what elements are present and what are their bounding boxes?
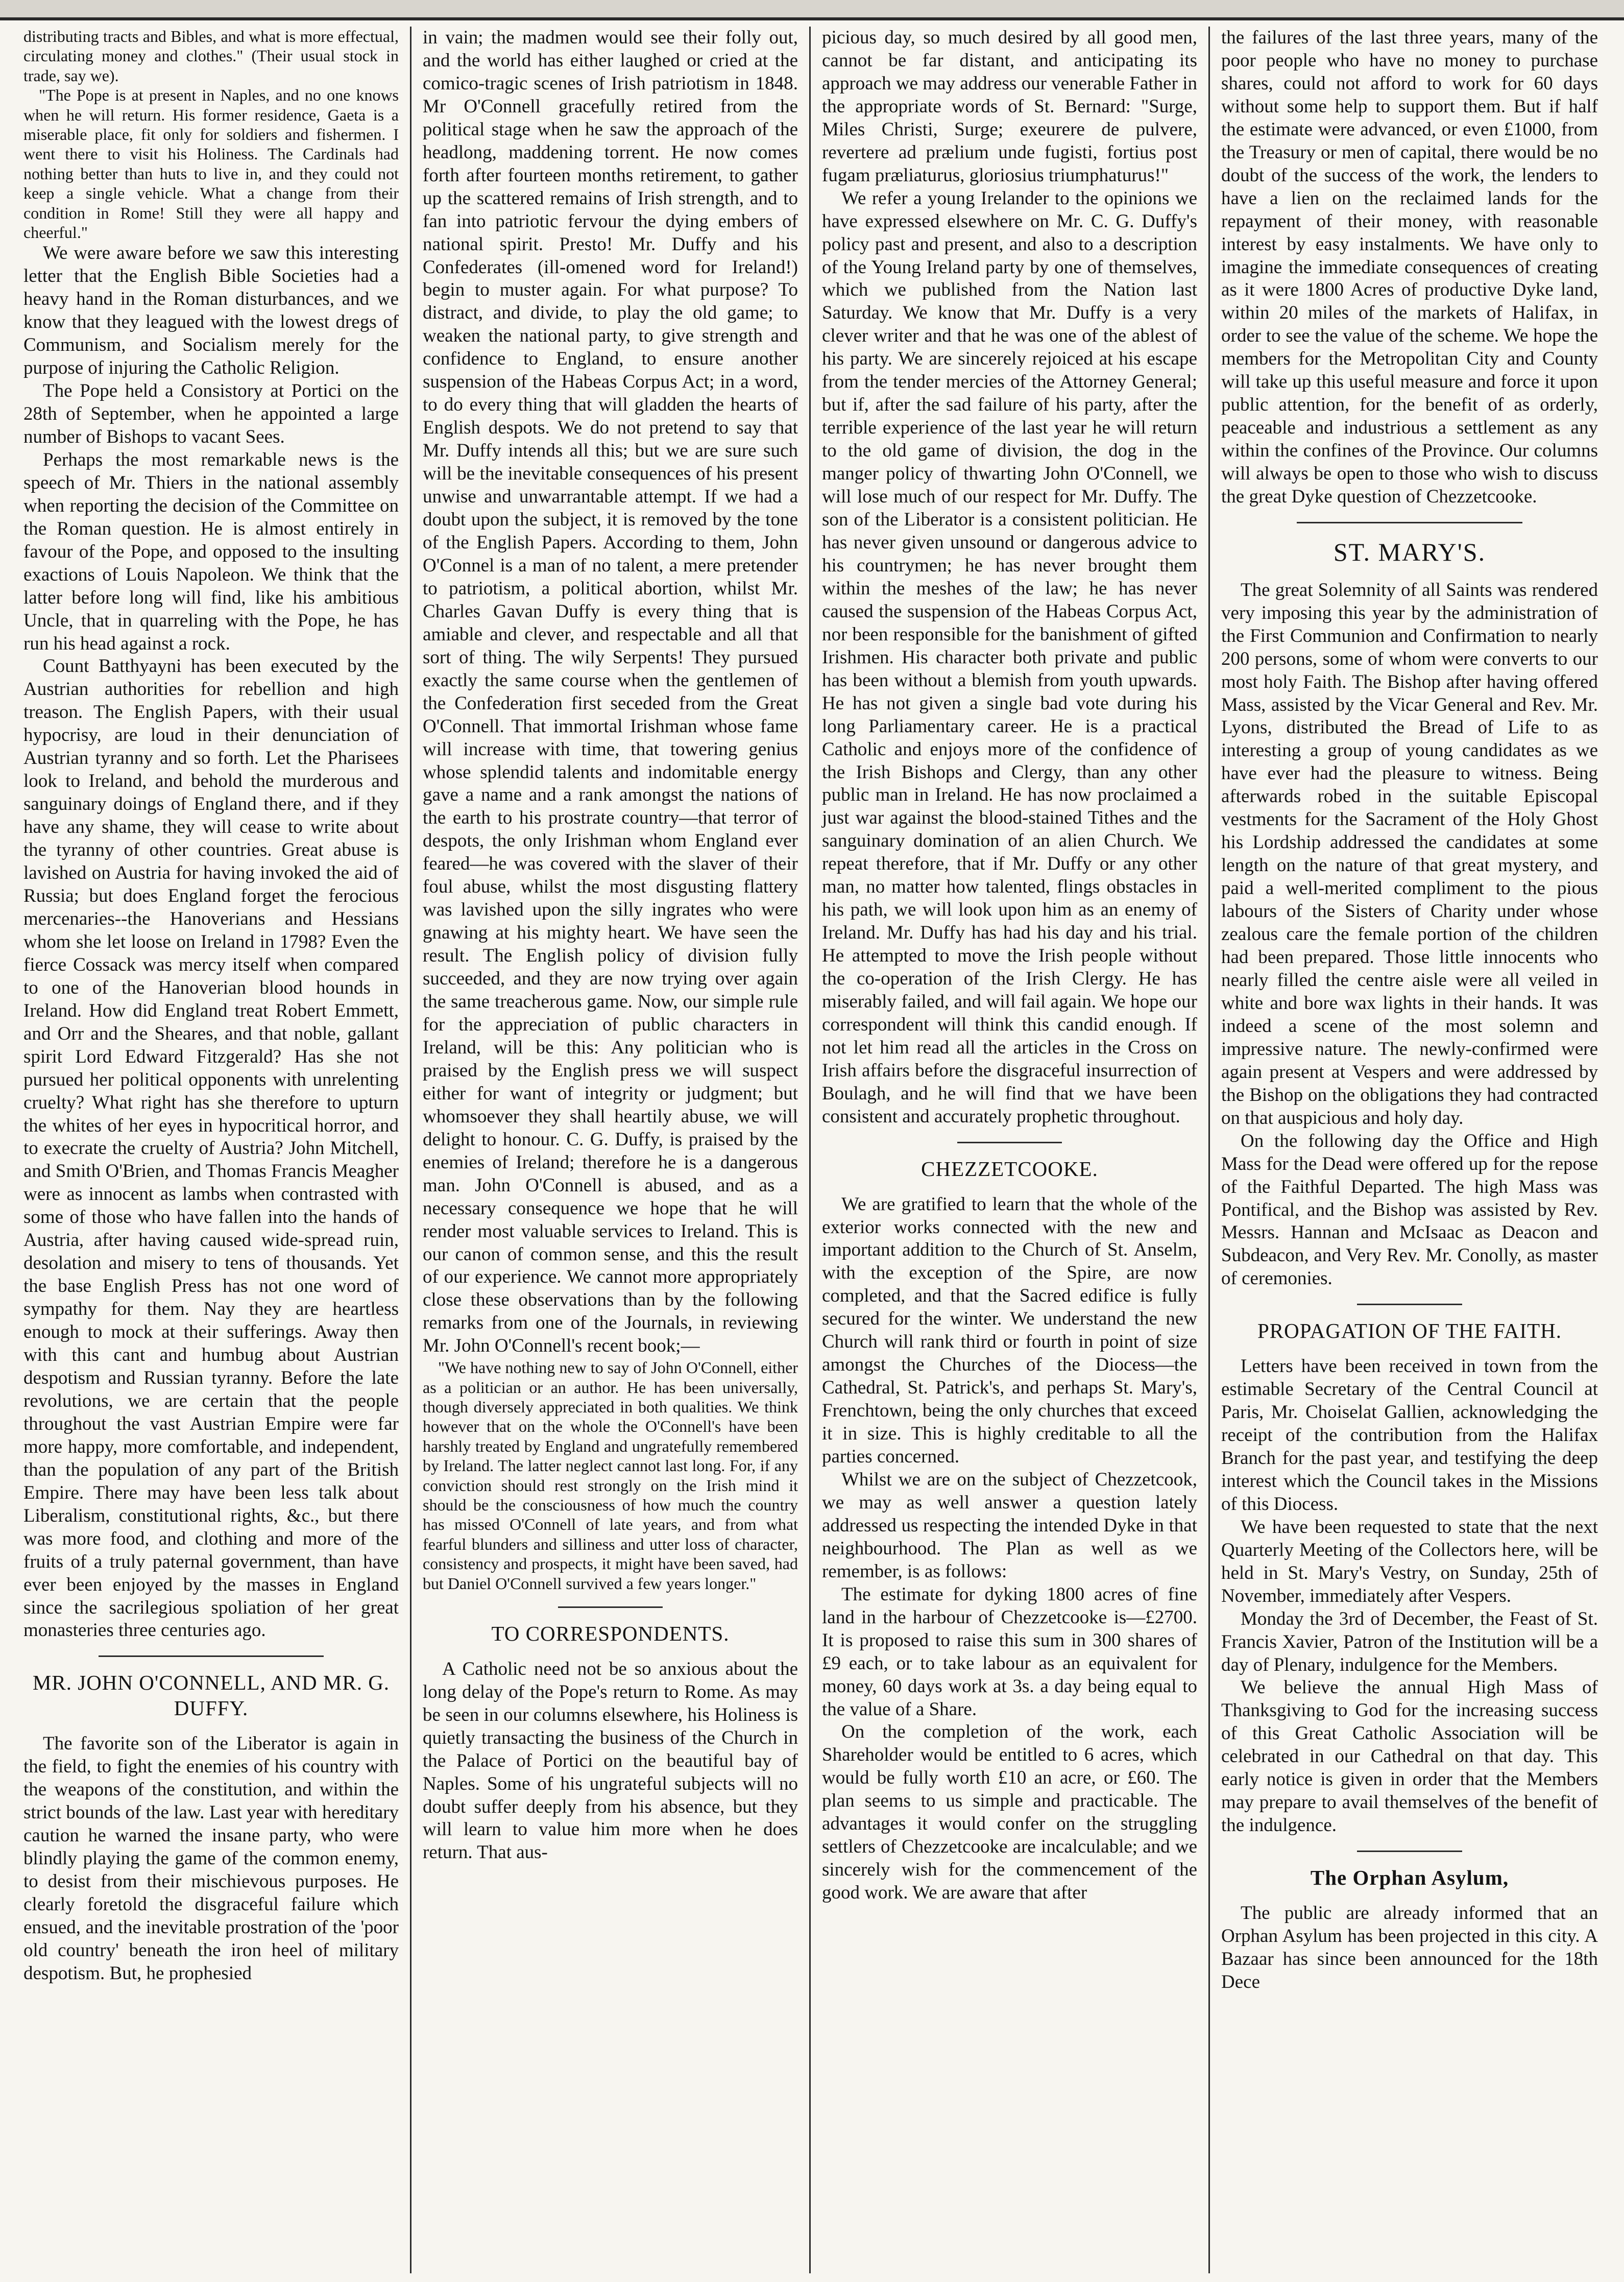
paragraph: "The Pope is at present in Naples, and no one knows when he will return. His former residence, Gaeta is a miserable place, fit only for soldiers and fishermen. I went there to visit his Holiness. The Cardinals had nothing better than huts to live in, and they could not keep a single vehicle. What a change from their condition in Rome! Still they were all happy and cheerful.": [23, 86, 399, 242]
columns: [12, 27, 1614, 2273]
quoted-review: [423, 1358, 798, 1593]
paragraph: The Pope held a Consistory at Portici on the 28th of September, when he appointed a large number of Bishops to vacant Sees.: [23, 380, 399, 447]
column-1: [12, 27, 411, 2273]
paragraph: picious day, so much desired by all good men, cannot be far distant, and anticipating its approach we may address our venerable Father in the appropriate words of St. Bernard: "Surge, Miles Christi, Surge; exeurere de pulvere, revertere ad prælium unde fugisti, fortius post fugam præliaturus, gloriosius triumphaturus!": [822, 27, 1197, 186]
quoted-letter: [23, 27, 399, 242]
paragraph: Letters have been received in town from the estimable Secretary of the Central Council at Paris, Mr. Choiselat Gallien, acknowledging the receipt of the contribution from the Halifax Branch for the past year, and testifying the deep interest which the Council takes in the Missions of this Diocess.: [1221, 1356, 1598, 1515]
paragraph: The public are already informed that an Orphan Asylum has been projected in this city. A Bazaar has since been announced for the 18th Dece: [1221, 1902, 1598, 1992]
heading-to-correspondents: TO CORRESPONDENTS.: [491, 1621, 730, 1645]
paragraph: On the completion of the work, each Shareholder would be entitled to 6 acres, which would be fully worth £10 an acre, or £60. The plan seems to us simple and practicable. The advantages it would confer on the struggling settlers of Chezzetcooke are incalculable; and we sincerely wish for the commencement of the good work. We are aware that after: [822, 1721, 1197, 1904]
paragraph: We have been requested to state that the next Quarterly Meeting of the Collectors here, will be held in St. Mary's Vestry, on Sunday, 25th of November, immediately after Vespers.: [1221, 1516, 1598, 1606]
paragraph: Perhaps the most remarkable news is the speech of Mr. Thiers in the national assembly when reporting the decision of the Committee on the Roman question. He is almost entirely in favour of the Pope, and opposed to the insulting exactions of Louis Napoleon. We think that the latter before long will find, like his ambitious Uncle, that in quarreling with the Pope, he has run his head against a rock.: [23, 449, 399, 654]
paragraph: the failures of the last three years, many of the poor people who have no money to purchase shares, could not afford to work for 60 days without some help to support them. But if half the estimate were advanced, or even £1000, from the Treasury or men of capital, there would be no doubt of the success of the work, the lenders to have a lien on the reclaimed lands for the repayment of their money, with reasonable interest by easy instalments. We have only to imagine the immediate consequences of creating as it were 1800 Acres of productive Dyke land, within 20 miles of the markets of Halifax, in order to see the value of the scheme. We hope the members for the Metropolitan City and County will take up this useful measure and force it upon public attention, for the benefit of as orderly, peaceable and industrious a settlement as any within the confines of the Province. Our columns will always be open to those who wish to discuss the great Dyke question of Chezzetcooke.: [1221, 27, 1598, 508]
paragraph: We believe the annual High Mass of Thanksgiving to God for the increasing success of this Great Catholic Association will be celebrated in our Cathedral on that day. This early notice is given in order that the Members may prepare to avail themselves of the benefit of the indulgence.: [1221, 1677, 1598, 1836]
section-rule: [1297, 522, 1523, 523]
paragraph: We are gratified to learn that the whole of the exterior works connected with the new and important addition to the Church of St. Anselm, with the exception of the Spire, are now completed, and that the Sacred edifice is fully secured for the winter. We understand the new Church will rank third or fourth in point of size amongst the Churches of the Diocess—the Cathedral, St. Patrick's, and perhaps St. Mary's, Frenchtown, being the only churches that exceed it in size. This is highly creditable to all the parties concerned.: [822, 1193, 1197, 1468]
top-border-rule: [0, 0, 1624, 20]
section-rule: [957, 1142, 1062, 1143]
section-rule: [1357, 1851, 1463, 1852]
column-3: [811, 27, 1210, 2273]
paragraph: The great Solemnity of all Saints was rendered very imposing this year by the administration of the First Communion and Confirmation to nearly 200 persons, some of whom were converts to our most holy Faith. The Bishop after having offered Mass, assisted by the Vicar General and Rev. Mr. Lyons, distributed the Bread of Life to as interesting a group of young candidates as we have ever had the pleasure to witness. Being afterwards robed in the suitable Episcopal vestments for the Sacrament of the Holy Ghost his Lordship addressed the candidates at some length on the nature of that great mystery, and paid a well-merited compliment to the pious labours of the Sisters of Charity under whose zealous care the female portion of the children had been prepared. Those little innocents who nearly filled the centre aisle were all veiled in white and bore wax lights in their hands. It was indeed a scene of the most solemn and impressive nature. The newly-confirmed were again present at Vespers and were addressed by the Bishop on the obligations they had contracted on that auspicious and holy day.: [1221, 579, 1598, 1128]
paragraph: Monday the 3rd of December, the Feast of St. Francis Xavier, Patron of the Institution will be a day of Plenary, indulgence for the Members.: [1221, 1608, 1598, 1675]
paragraph: We were aware before we saw this interesting letter that the English Bible Societies had a heavy hand in the Roman disturbances, and we know that they leagued with the lowest dregs of Communism, and Socialism merely for the purpose of injuring the Catholic Religion.: [23, 243, 399, 379]
column-4: [1210, 27, 1609, 2273]
heading-st-marys: ST. MARY'S.: [1333, 538, 1486, 567]
section-rule: [99, 1655, 324, 1657]
paragraph: The estimate for dyking 1800 acres of fine land in the harbour of Chezzetcooke is—£2700. It is proposed to raise this sum in 300 shares of £9 each, or to take labour as an equivalent for money, 60 days work at 3s. a day being equal to the value of a Share.: [822, 1583, 1197, 1720]
paragraph: Count Batthyayni has been executed by the Austrian authorities for rebellion and high treason. The English Papers, with their usual hypocrisy, are loud in their denunciation of Austrian tyranny and so forth. Let the Pharisees look to Ireland, and behold the murderous and sanguinary doings of England there, and if they have any shame, they will cease to write about the tyranny of other countries. Great abuse is lavished on Austria for having invoked the aid of Russia; but does England forget the ferocious mercenaries--the Hanoverians and Hessians whom she let loose on Ireland in 1798? Even the fierce Cossack was mercy itself when compared to one of the Hanoverian blood hounds in Ireland. How did England treat Robert Emmett, and Orr and the Sheares, and that noble, gallant spirit Lord Edward Fitzgerald? Has she not pursued her political opponents with unrelenting cruelty? What right has she therefore to upturn the whites of her eyes in hypocritical horror, and to execrate the cruelty of Austria? John Mitchell, and Smith O'Brien, and Thomas Francis Meagher were as innocent as lambs when contrasted with some of those who have fallen into the hands of Austria, after having caused wide-spread ruin, desolation and misery to tens of thousands. Yet the base English Press has not one word of sympathy for them. Nay they are heartless enough to mock at their sufferings. Away then with this cant and humbug about Austrian despotism and Russian tyranny. Before the late revolutions, we are certain that the people throughout the vast Austrian Empire were far more happy, more comfortable, and independent, than the population of any part of the British Empire. There may have been less talk about Liberalism, constitutional rights, &c., but there was more food, and clothing and more of the fruits of a truly paternal government, than have ever been enjoyed by the masses in England since the sacrilegious spoliation of her great monasteries three centuries ago.: [23, 656, 399, 1641]
section-rule: [558, 1606, 663, 1608]
paragraph: We refer a young Irelander to the opinions we have expressed elsewhere on Mr. C. G. Duffy's policy past and present, and also to a description of the Young Ireland party by one of themselves, which we published from the Nation last Saturday. We know that Mr. Duffy is a very clever writer and that he was one of the ablest of his party. We are sincerely rejoiced at his escape from the tender mercies of the Attorney General; but if, after the sad failure of his party, after the terrible experience of the last year he will return to the old game of division, the dog in the manger policy of thwarting John O'Connell, we will lose much of our respect for Mr. Duffy. The son of the Liberator is a consistent politician. He has never given unsound or dangerous advice to his countrymen; he has never brought them within the meshes of the law; he has never caused the suspension of the Habeas Corpus Act, nor been responsible for the banishment of gifted Irishmen. His character both private and public has been without a blemish from youth upwards. He has not given a single bad vote during his long Parliamentary career. He is a practical Catholic and enjoys more of the confidence of the Irish Bishops and Clergy, than any other public man in Ireland. He has now proclaimed a just war against the blood-stained Tithes and the sanguinary domination of an alien Church. We repeat therefore, that if Mr. Duffy or any other man, no matter how talented, flings obstacles in his path, we will look upon him as an enemy of Ireland. Mr. Duffy has had his day and his trial. He attempted to move the Irish people without the co-operation of the Irish Clergy. He has miserably failed, and will fail again. We hope our correspondent will think this candid enough. If not let him read all the articles in the Cross on Irish affairs before the disgraceful insurrection of Boulagh, and he will find that we have been consistent and accurately prophetic throughout.: [822, 187, 1197, 1127]
heading-oconnell-duffy: MR. JOHN O'CONNELL, AND MR. G. DUFFY.: [32, 1671, 390, 1720]
paragraph: distributing tracts and Bibles, and what is more effectual, circulating money and clothes." (Their usual stock in trade, say we).: [23, 27, 399, 85]
column-2: [411, 27, 811, 2273]
heading-orphan-asylum: The Orphan Asylum,: [1310, 1866, 1509, 1890]
heading-propagation-of-the-faith: PROPAGATION OF THE FAITH.: [1257, 1319, 1562, 1343]
paragraph: The favorite son of the Liberator is again in the field, to fight the enemies of his country with the weapons of the constitution, and within the strict bounds of the law. Last year with hereditary caution he warned the insane party, who were blindly playing the game of the common enemy, to desist from their mischievous purposes. He clearly foretold the disgraceful failure which ensued, and the inevitable prostration of the 'poor old country' beneath the iron heel of military despotism. But, he prophesied: [23, 1733, 399, 1984]
heading-chezzetcooke: CHEZZETCOOKE.: [921, 1157, 1098, 1181]
paragraph: A Catholic need not be so anxious about the long delay of the Pope's return to Rome. As may be seen in our columns elsewhere, his Holiness is quietly transacting the business of the Church in the Palace of Portici on the beautiful bay of Naples. Some of his ungrateful subjects will no doubt suffer deeply from his absence, but they will learn to value him more when he does return. That aus-: [423, 1658, 798, 1863]
paragraph: in vain; the madmen would see their folly out, and the world has either laughed or cried at the comico-tragic scenes of Irish patriotism in 1848. Mr O'Connell gracefully retired from the political stage when he saw the approach of the headlong, maddening torrent. He now comes forth after fourteen months retirement, to gather up the scattered remains of Irish strength, and to fan into patriotic fervour the dying embers of national spirit. Presto! Mr. Duffy and his Confederates (ill-omened word for Ireland!) begin to muster again. For what purpose? To distract, and divide, to play the old game; to weaken the national party, to give strength and confidence to England, to ensure another suspension of the Habeas Corpus Act; in a word, to do every thing that will gladden the hearts of English despots. We do not pretend to say that Mr. Duffy intends all this; but we are sure such will be the inevitable consequences of his present unwise and unwarrantable attempt. If we had a doubt upon the subject, it is removed by the tone of the English Papers. According to them, John O'Connel is a man of no talent, a mere pretender to patriotism, a political abortion, whilst Mr. Charles Gavan Duffy is every thing that is amiable and clever, and respectable and all that sort of thing. The wily Serpents! They pursued exactly the same course when the gentlemen of the Confederation first seceded from the Great O'Connell. That immortal Irishman whose fame will increase with time, that towering genius whose splendid talents and indomitable energy gave a name and a rank amongst the nations of the earth to his prostrate country—that terror of despots, the only Irishman whom England ever feared—he was covered with the slaver of their foul abuse, whilst the most disgusting flattery was lavished upon the silly ingrates who were gnawing at his mighty heart. We have seen the result. The English policy of division fully succeeded, and they are now trying over again the same treacherous game. Now, our simple rule for the appreciation of public characters in Ireland, will be this: Any politician who is praised by the English press we will suspect either for want of integrity or judgment; but whomsoever they shall heartily abuse, we will delight to honour. C. G. Duffy, is praised by the enemies of Ireland; therefore he is a dangerous man. John O'Connell is abused, and as a necessary consequence we hope that he will render most valuable services to Ireland. This is our canon of common sense, and this the result of our experience. We cannot more appropriately close these observations than by the following remarks from one of the Journals, in reviewing Mr. John O'Connell's recent book;—: [423, 27, 798, 1357]
paragraph: "We have nothing new to say of John O'Connell, either as a politician or an author. He has been universally, though diversely appreciated in both qualities. We think however that on the whole the O'Connell's have been harshly treated by England and ungratefully remembered by Ireland. The latter neglect cannot last long. For, if any conviction should rest strongly on the Irish mind it should be the consciousness of how much the country has missed O'Connell of late years, and from what fearful blunders and silliness and utter loss of character, consistency and prospects, it might have been saved, had but Daniel O'Connell survived a few years longer.": [423, 1358, 798, 1593]
section-rule: [1357, 1304, 1463, 1305]
paragraph: Whilst we are on the subject of Chezzetcook, we may as well answer a question lately addressed us respecting the intended Dyke in that neighbourhood. The Plan as well as we remember, is as follows:: [822, 1469, 1197, 1582]
paragraph: On the following day the Office and High Mass for the Dead were offered up for the repose of the Faithful Departed. The high Mass was Pontifical, and the Bishop was assisted by Rev. Messrs. Hannan and McIsaac as Deacon and Subdeacon, and Very Rev. Mr. Conolly, as master of ceremonies.: [1221, 1130, 1598, 1289]
